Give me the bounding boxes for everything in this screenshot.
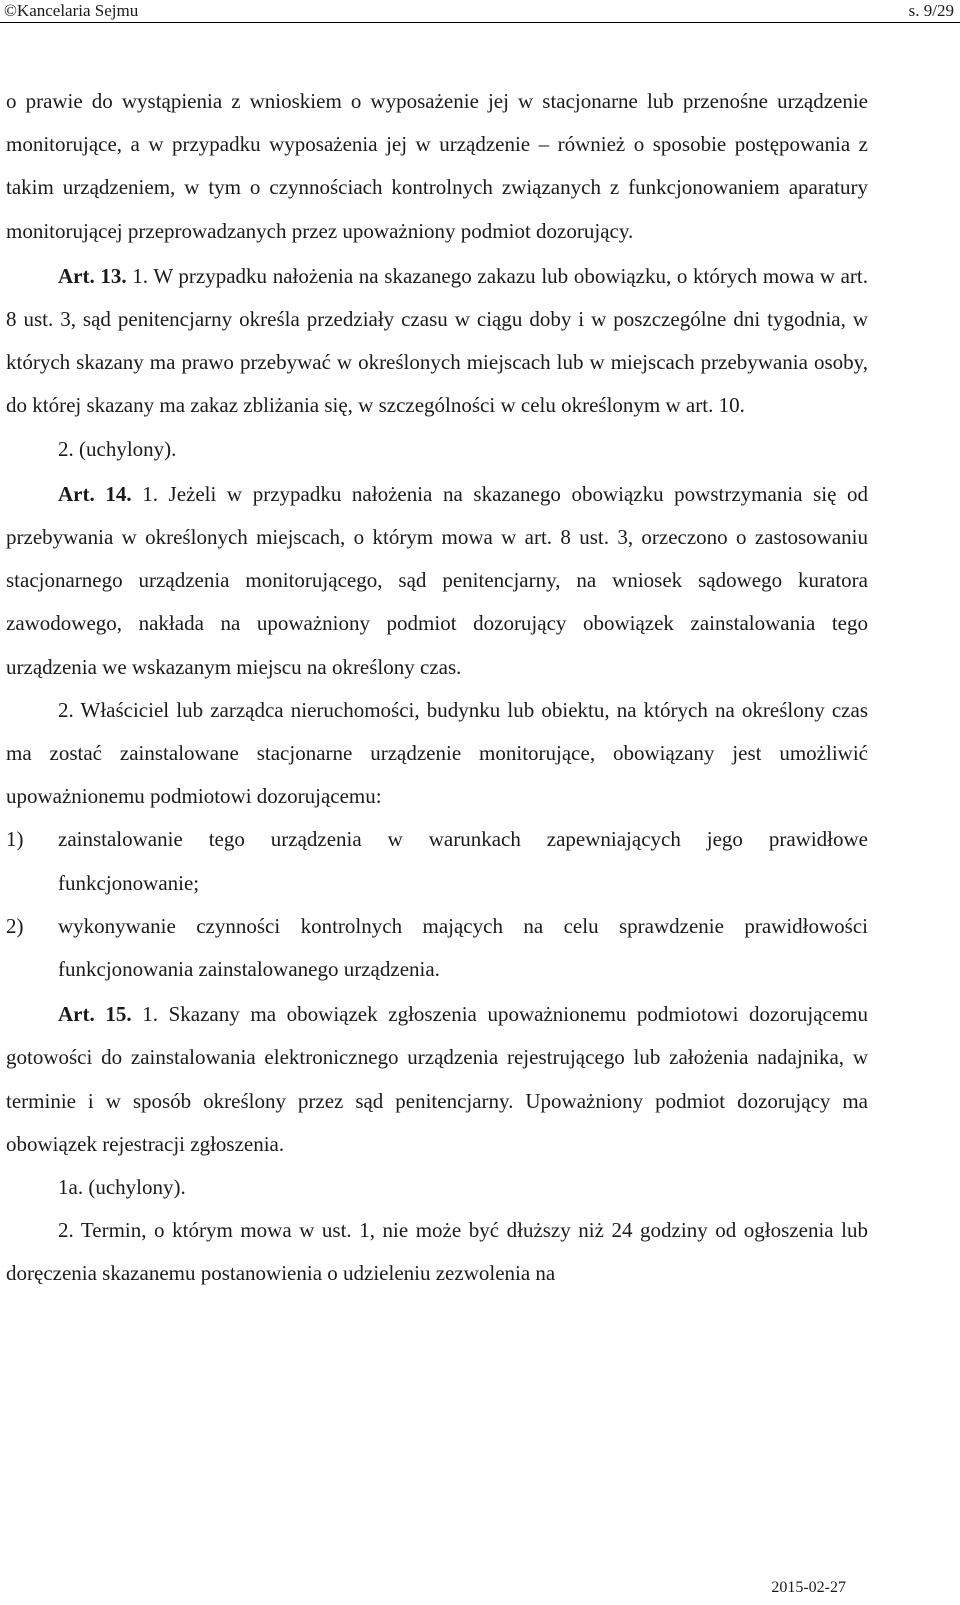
art14-para2: 2. Właściciel lub zarządca nieruchomości, budynku lub obiektu, na których na określony czas ma zostać zainstalowane stacjonarne urządzenie monitorujące, obowiązany jest umożliwić upoważnionemu podmiotowi dozorującemu: [6,697,868,809]
header-page-number: s. 9/29 [908,1,954,20]
art14-list-item-1 [6,818,868,904]
continued-paragraph: o prawie do wystąpienia z wnioskiem o wyposażenie jej w stacjonarne lub przenośne urządzenie monitorujące, a w przypadku wyposażenia jej w urządzenie – również o sposobie postępowania z takim urządzeniem, w tym o czynnościach kontrolnych związanych z funkcjonowaniem aparatury monitorującej przeprowadzanych przez upoważniony podmiot dozorujący. [6,89,868,243]
art13-para1 [6,255,868,428]
art15-para1a: 1a. (uchylony). [58,1175,186,1200]
list-item-number: 2) [6,913,24,938]
list-item-text: wykonywanie czynności kontrolnych mających na celu sprawdzenie prawidłowości funkcjonowania zainstalowanego urządzenia. [58,913,868,982]
art14-para1-text: 1. Jeżeli w przypadku nałożenia na skazanego obowiązku powstrzymania się od przebywania w określonych miejscach, o którym mowa w art. 8 ust. 3, orzeczono o zastosowaniu stacjonarnego urządzenia monitorującego, sąd penitencjarny, na wniosek sądowego kuratora zawodowego, nakłada na upoważniony podmiot dozorujący obowiązek zainstalowania tego urządzenia we wskazanym miejscu na określony czas. [6,481,868,679]
page-header [0,0,960,22]
art13-para2: 2. (uchylony). [58,436,177,461]
art15-para1-text: 1. Skazany ma obowiązek zgłoszenia upoważnionemu podmiotowi dozorującemu gotowości do zainstalowania elektronicznego urządzenia rejestrującego lub założenia nadajnika, w terminie i w sposób określony przez sąd penitencjarny. Upoważniony podmiot dozorujący ma obowiązek rejestracji zgłoszenia. [6,1002,868,1156]
document-body [6,80,868,1296]
art14-para1 [6,473,868,689]
art15-para1 [6,993,868,1166]
art15-label: Art. 15. [58,1002,132,1027]
list-item-text: zainstalowanie tego urządzenia w warunkach zapewniających jego prawidłowe funkcjonowanie; [58,827,868,895]
art14-list-item-2 [6,905,868,991]
art15-para2: 2. Termin, o którym mowa w ust. 1, nie może być dłuższy niż 24 godziny od ogłoszenia lub doręczenia skazanemu postanowienia o udzieleniu zezwolenia na [6,1218,868,1286]
art14-label: Art. 14. [58,481,132,506]
art13-label: Art. 13. [58,263,127,288]
art13-para1-text: 1. W przypadku nałożenia na skazanego zakazu lub obowiązku, o których mowa w art. 8 ust. 3, sąd penitencjarny określa przedziały czasu w ciągu doby i w poszczególne dni tygodnia, w których skazany ma prawo przebywać w określonych miejscach lub w miejscach przebywania osoby, do której skazany ma zakaz zbliżania się, w szczególności w celu określonym w art. 10. [6,263,869,418]
footer-date: 2015-02-27 [771,1579,846,1596]
list-item-number: 1) [6,827,24,852]
header-copyright: ©Kancelaria Sejmu [4,1,139,20]
header-divider [0,22,960,23]
